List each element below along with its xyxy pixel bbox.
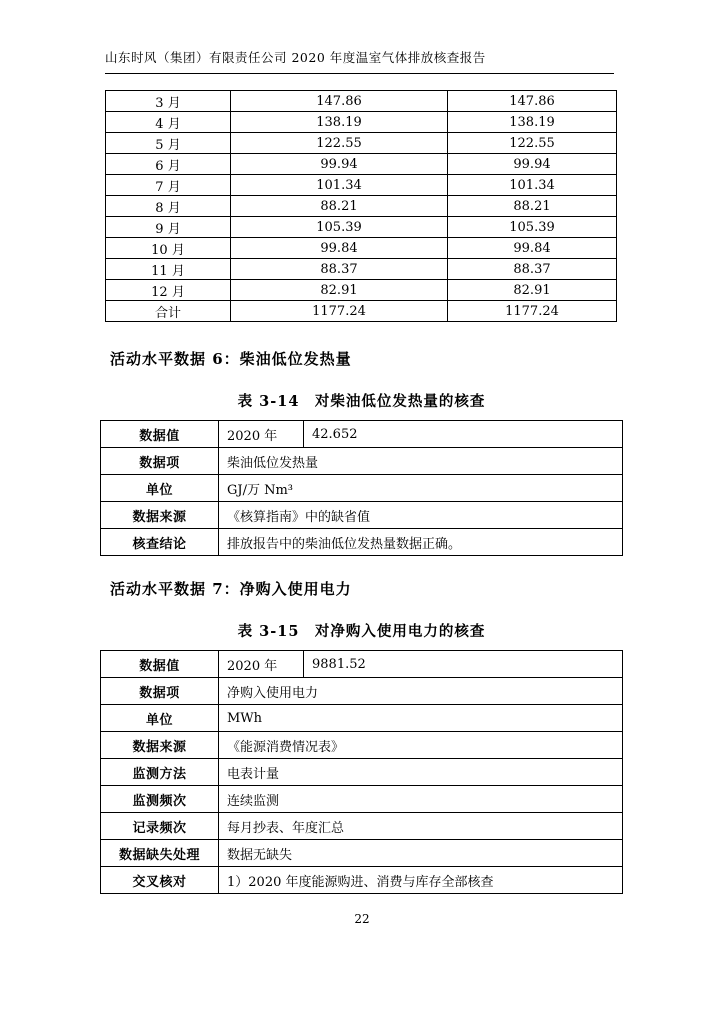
value-cell: 138.19: [231, 112, 448, 133]
value-cell: 105.39: [448, 217, 617, 238]
month-cell: 7 月: [106, 175, 231, 196]
table-row: [101, 529, 623, 556]
row-label: 记录频次: [101, 813, 219, 840]
table-row: [101, 475, 623, 502]
table-row: [101, 705, 623, 732]
table-row: [106, 196, 617, 217]
value-cell: 99.84: [231, 238, 448, 259]
month-cell: 3 月: [106, 91, 231, 112]
table-row: [101, 786, 623, 813]
table-3-15-caption: 表 3-15 对净购入使用电力的核查: [237, 623, 486, 640]
year-cell: 2020 年: [219, 651, 304, 678]
row-label: 数据值: [101, 651, 219, 678]
table-row: [101, 502, 623, 529]
table-row: [101, 678, 623, 705]
value-cell: 105.39: [231, 217, 448, 238]
table-row: [106, 217, 617, 238]
value-cell: MWh: [219, 705, 623, 732]
table-row-total: [106, 301, 617, 322]
value-cell: 排放报告中的柴油低位发热量数据正确。: [219, 529, 623, 556]
row-label: 交叉核对: [101, 867, 219, 894]
table-row: [106, 238, 617, 259]
value-cell: 每月抄表、年度汇总: [219, 813, 623, 840]
value-cell: 122.55: [231, 133, 448, 154]
value-cell: 88.37: [231, 259, 448, 280]
row-label: 监测频次: [101, 786, 219, 813]
value-cell: 《能源消费情况表》: [219, 732, 623, 759]
month-cell: 6 月: [106, 154, 231, 175]
table-3-14-diesel-heating-value: [100, 420, 623, 556]
value-cell: 9881.52: [304, 651, 623, 678]
monthly-values-table: [105, 90, 617, 322]
table-row: [101, 867, 623, 894]
row-label: 数据值: [101, 421, 219, 448]
row-label: 数据项: [101, 678, 219, 705]
value-cell: 82.91: [231, 280, 448, 301]
value-cell: 净购入使用电力: [219, 678, 623, 705]
table-row: [106, 91, 617, 112]
value-cell: 147.86: [231, 91, 448, 112]
value-cell: GJ/万 Nm³: [219, 475, 623, 502]
table-row: [101, 421, 623, 448]
month-cell: 8 月: [106, 196, 231, 217]
value-cell: 82.91: [448, 280, 617, 301]
table-row: [106, 259, 617, 280]
value-cell: 88.21: [231, 196, 448, 217]
value-cell: 88.37: [448, 259, 617, 280]
value-cell: 42.652: [304, 421, 623, 448]
value-cell: 138.19: [448, 112, 617, 133]
month-cell: 4 月: [106, 112, 231, 133]
value-cell: 柴油低位发热量: [219, 448, 623, 475]
value-cell: 88.21: [448, 196, 617, 217]
row-label: 数据项: [101, 448, 219, 475]
value-cell: 122.55: [448, 133, 617, 154]
value-cell: 《核算指南》中的缺省值: [219, 502, 623, 529]
value-cell: 99.94: [448, 154, 617, 175]
table-row: [106, 175, 617, 196]
month-cell: 9 月: [106, 217, 231, 238]
table-row: [101, 840, 623, 867]
row-label: 数据缺失处理: [101, 840, 219, 867]
month-cell: 12 月: [106, 280, 231, 301]
table-row: [101, 651, 623, 678]
value-cell: 99.84: [448, 238, 617, 259]
row-label: 单位: [101, 705, 219, 732]
table-3-15-purchased-electricity: [100, 650, 623, 894]
value-cell: 连续监测: [219, 786, 623, 813]
row-label: 单位: [101, 475, 219, 502]
table-row: [106, 280, 617, 301]
month-cell: 10 月: [106, 238, 231, 259]
table-3-14-caption: 表 3-14 对柴油低位发热量的核查: [237, 393, 486, 410]
row-label: 数据来源: [101, 502, 219, 529]
table-row: [106, 133, 617, 154]
row-label: 监测方法: [101, 759, 219, 786]
table-row: [101, 448, 623, 475]
month-cell: 5 月: [106, 133, 231, 154]
value-cell: 101.34: [448, 175, 617, 196]
value-cell: 147.86: [448, 91, 617, 112]
document-header: 山东时风（集团）有限责任公司 2020 年度温室气体排放核查报告: [105, 48, 614, 74]
value-cell: 1）2020 年度能源购进、消费与库存全部核查: [219, 867, 623, 894]
row-label: 数据来源: [101, 732, 219, 759]
row-label: 核查结论: [101, 529, 219, 556]
section-heading-activity-data-6: 活动水平数据 6：柴油低位发热量: [110, 350, 352, 368]
page-number: 22: [354, 912, 370, 926]
total-value-cell: 1177.24: [231, 301, 448, 322]
table-row: [106, 112, 617, 133]
value-cell: 电表计量: [219, 759, 623, 786]
table-row: [106, 154, 617, 175]
table-row: [101, 759, 623, 786]
table-row: [101, 813, 623, 840]
value-cell: 99.94: [231, 154, 448, 175]
month-cell: 11 月: [106, 259, 231, 280]
value-cell: 101.34: [231, 175, 448, 196]
year-cell: 2020 年: [219, 421, 304, 448]
table-row: [101, 732, 623, 759]
total-label-cell: 合计: [106, 301, 231, 322]
value-cell: 数据无缺失: [219, 840, 623, 867]
total-value-cell: 1177.24: [448, 301, 617, 322]
section-heading-activity-data-7: 活动水平数据 7：净购入使用电力: [110, 580, 352, 598]
